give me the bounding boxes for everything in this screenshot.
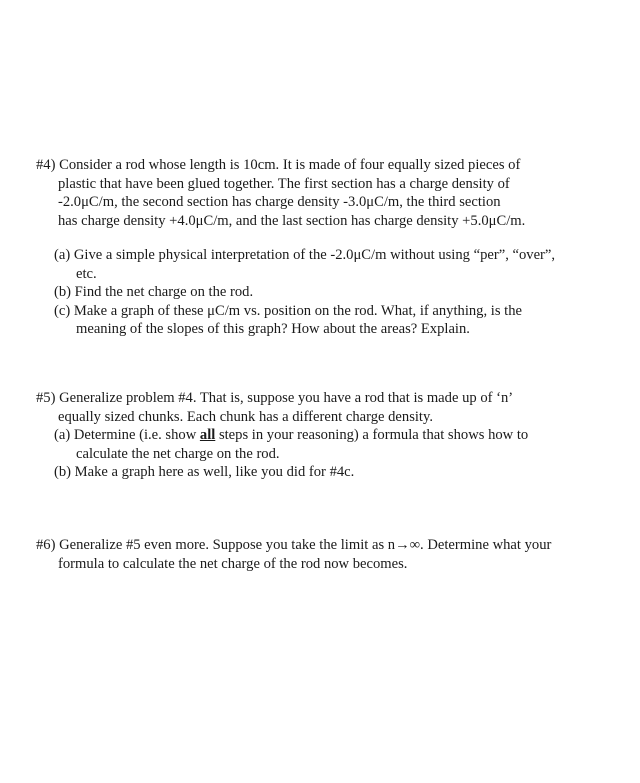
part-text: calculate the net charge on the rod. <box>76 445 280 462</box>
problem-5-part-a <box>54 426 636 463</box>
part-a-text: steps in your reasoning) a formula that shows how to <box>215 427 529 443</box>
problem-4-line: -2.0μC/m, the second section has charge density -3.0μC/m, the third section <box>58 194 501 210</box>
problem-4-line: #4) Consider a rod whose length is 10cm. It is made of four equally sized pieces of <box>36 157 521 173</box>
problem-4 <box>36 156 636 339</box>
part-text: (b) Find the net charge on the rod. <box>54 284 254 300</box>
problem-5-part-b <box>54 463 636 482</box>
part-text: (b) Make a graph here as well, like you did for #4c. <box>54 464 355 480</box>
problem-6 <box>36 536 636 573</box>
problem-4-line: plastic that have been glued together. The first section has a charge density of <box>58 175 510 192</box>
problem-4-part-c <box>54 302 636 339</box>
problem-6-line: formula to calculate the net charge of the rod now becomes. <box>58 555 408 572</box>
part-text: meaning of the slopes of this graph? How about the areas? Explain. <box>76 321 470 337</box>
problem-4-line: has charge density +4.0μC/m, and the last section has charge density +5.0μC/m. <box>58 212 526 229</box>
emphasis-all: all <box>199 427 216 443</box>
part-a-text: (a) Determine (i.e. show <box>54 427 200 443</box>
problem-5 <box>36 389 636 482</box>
part-text: (c) Make a graph of these μC/m vs. position on the rod. What, if anything, is the <box>54 302 522 319</box>
part-text: etc. <box>76 265 97 282</box>
problem-5-line: #5) Generalize problem #4. That is, suppose you have a rod that is made up of ‘n’ <box>36 390 514 406</box>
problem-4-part-b <box>54 283 636 302</box>
problem-4-part-a <box>54 246 636 283</box>
part-text <box>54 426 636 445</box>
part-text: (a) Give a simple physical interpretation of the -2.0μC/m without using “per”, “over”, <box>54 247 556 263</box>
problem-5-line: equally sized chunks. Each chunk has a different charge density. <box>58 408 433 425</box>
problem-6-line: #6) Generalize #5 even more. Suppose you take the limit as n→∞. Determine what your <box>36 537 552 553</box>
